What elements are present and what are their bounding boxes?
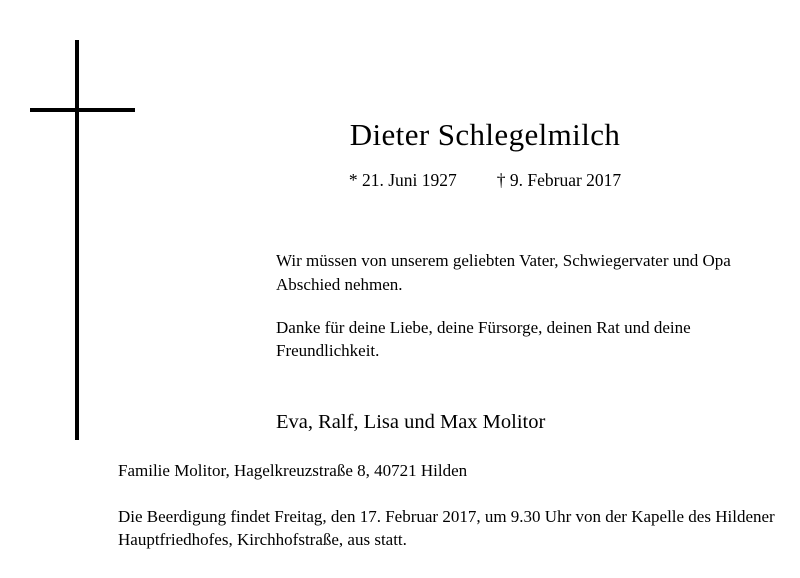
- life-dates: [200, 170, 770, 191]
- death-date: † 9. Februar 2017: [496, 170, 622, 191]
- birth-date: * 21. Juni 1927: [348, 170, 457, 191]
- cross-vertical-bar: [75, 40, 79, 440]
- family-signature: Eva, Ralf, Lisa und Max Molitor: [276, 410, 546, 433]
- family-address: Familie Molitor, Hagelkreuzstraße 8, 40721 Hilden: [118, 461, 468, 480]
- funeral-details: Die Beerdigung findet Freitag, den 17. Februar 2017, um 9.30 Uhr von der Kapelle des Hildener Hauptfriedhofes, Kirchhofstraße, aus statt.: [118, 506, 775, 550]
- christian-cross-icon: [30, 40, 140, 440]
- message-paragraph-2: Danke für deine Liebe, deine Fürsorge, deinen Rat und deine Freundlichkeit.: [276, 318, 691, 361]
- cross-horizontal-bar: [30, 108, 135, 112]
- message-paragraph-1: Wir müssen von unserem geliebten Vater, Schwiegervater und Opa Abschied nehmen.: [276, 251, 731, 294]
- main-content: [200, 118, 770, 434]
- deceased-name: Dieter Schlegelmilch: [349, 117, 621, 152]
- footer-details: [118, 460, 778, 552]
